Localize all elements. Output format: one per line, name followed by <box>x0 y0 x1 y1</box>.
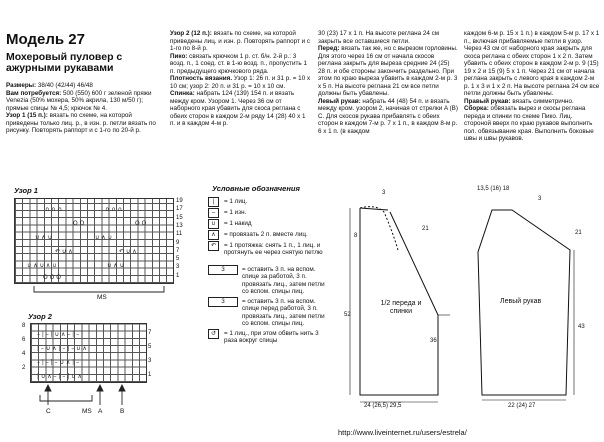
back-value: набрать 124 (139) 154 п. и вязать между кром. Узором 1. Через 36 см от наборного края убавить для скоса реглана с обеих сторон в каждом 2-м ряду 14 (28) 40 х 1 п. и в каждом 4-м р. <box>170 90 306 127</box>
cable-back-icon: 3 <box>208 265 238 275</box>
chart2-symbol: | ∪ ∧ – | – | ∪ ∧ <box>37 373 82 380</box>
legend-item <box>206 229 326 240</box>
sizes-value: 38/40 (42/44) 46/48 <box>36 82 93 89</box>
legend-text: = 1 накид <box>224 220 252 227</box>
chart2-symbol: | – ∪ ∧ | – | – ∪ ∧ <box>37 345 87 352</box>
row-number: 9 <box>176 239 180 246</box>
back-continued: 30 (23) 17 х 1 п. На высоте реглана 24 см закрыть все оставшиеся петли. <box>318 30 440 45</box>
page-subtitle: Мохеровый пуловер с ажурными рукавами <box>6 51 123 74</box>
front-label: Перед: <box>318 45 340 52</box>
wrapped-stitch-icon: ↺ <box>208 329 219 339</box>
pattern2-label: Узор 2 (12 п.): <box>170 30 212 37</box>
legend-text: = оставить 3 п. на вспом. спице перед работой, 3 п. провязать лиц., затем петли со вспом. спицы лиц. <box>242 298 325 328</box>
row-number: 15 <box>176 214 183 221</box>
chart1-repeat-bracket <box>14 284 174 304</box>
sleeve-caption: Левый рукав <box>500 298 542 305</box>
chart1-symbol: ∩ ∩ ∩ <box>105 206 122 213</box>
back-label: Спинка: <box>170 90 195 97</box>
body-caption: 1/2 переда и спинки <box>380 300 422 315</box>
density-value: Узор 1: 26 п. и 31 р. = 10 х 10 см; узор 2: 20 п. и 31 р. = 10 х 10 см. <box>170 75 311 90</box>
body-dim-bottom: 24 (26,5) 29,5 <box>364 403 402 409</box>
chart2-label: Узор 2 <box>28 312 52 321</box>
arrow-a-head <box>97 385 103 391</box>
pass-over-icon: ↶ <box>208 241 219 251</box>
purl-stitch-icon: – <box>208 208 219 218</box>
legend-text: = 1 лиц., при этом обвить нить 3 раза вокруг спицы <box>224 330 319 345</box>
chart1-ms-label: MS <box>97 294 107 301</box>
row-number: 5 <box>148 344 152 350</box>
right-sleeve-value: вязать симметрично. <box>510 97 574 105</box>
row-number: 6 <box>22 337 26 343</box>
body-dim-side: 36 <box>430 338 437 344</box>
legend-text: = 1 протяжка: снять 1 п., 1 лиц. и протянуть ее через снятую петлю <box>224 242 323 257</box>
legend-item <box>206 218 326 229</box>
knit-stitch-icon: | <box>208 197 219 207</box>
arrow-label-a: A <box>98 408 103 415</box>
chart1-symbol: ↶ ∪ ∧ <box>55 248 73 255</box>
materials-label: Вам потребуется: <box>6 89 62 97</box>
chart1-symbol: ∩ ∩ ∩ <box>45 206 62 213</box>
row-number: 1 <box>176 272 180 279</box>
body-dim-top: 3 <box>382 190 386 196</box>
legend-item <box>206 264 326 296</box>
chart1-symbol: O O <box>73 220 85 227</box>
legend-title: Условные обозначения <box>212 184 300 193</box>
row-number: 1 <box>148 372 152 378</box>
sleeve-continued: каждом 6-м р. 15 х 1 п.) в каждом 5-м р. 17 х 1 п., включая прибавляемые петли в узор. Через 43 см от наборного края закрыть для скоса реглана с обеих сторон 1 х 2 п. Затем убавить с обеих сторон в каждом 2-м р. 9 (15) 19 х 2 и 15 (9) 5 х 1 п. Через 21 см от начала реглана закрыть с левого края в каждом 2-м р. 1 х 3 и 1 х 2 п. На высоте реглана 24 см все петли должны быть убавлены. <box>464 30 600 97</box>
neckline-front <box>360 207 398 250</box>
neckline-back <box>360 208 388 210</box>
legend-item <box>206 240 326 264</box>
pattern1-label: Узор 1 (15 п.): <box>6 112 48 119</box>
row-number: 13 <box>176 222 183 229</box>
chart1-label: Узор 1 <box>14 186 38 195</box>
source-url[interactable]: http://www.liveinternet.ru/users/estrela/ <box>338 428 467 437</box>
row-number: 19 <box>176 198 183 204</box>
arrow-label-c: C <box>46 408 51 415</box>
chart2-symbol: – | – | ∪ ∧ – | – | <box>37 331 84 338</box>
chart1-symbol: ∪ ∧ ∪ ∧ ∪ <box>27 262 57 269</box>
arrow-c-head <box>45 385 51 391</box>
body-dim-height: 52 <box>344 312 351 318</box>
row-number: 5 <box>176 256 180 263</box>
sleeve-dim-top: 13,5 (16) 18 <box>477 186 510 192</box>
text-column-3 <box>318 30 458 135</box>
body-dim-shoulder: 21 <box>422 226 429 232</box>
row-number: 17 <box>176 206 183 213</box>
legend-item <box>206 328 326 346</box>
right-sleeve-label: Правый рукав: <box>464 97 511 105</box>
legend-item <box>206 296 326 328</box>
picot-value: связать крючком 1 р. ст. б/н. 2-й р.: 3 возд. п., 1 соед. ст. в 1-ю возд. п., пропустить 1 п. предыдущего крючкового ряда. <box>170 52 307 75</box>
yarn-over-icon: ∪ <box>208 219 219 229</box>
body-dim-neck: 8 <box>354 233 358 239</box>
sizes-label: Размеры: <box>6 82 37 89</box>
legend-text: = оставить 3 п. на вспом. спице за работой, 3 п. провязать лиц., затем петли со вспом. спицы лиц. <box>242 266 325 296</box>
density-label: Плотность вязания. <box>170 75 233 82</box>
legend-text: = 1 изн. <box>224 209 247 216</box>
pattern2-value: вязать по схеме, на которой приведены лиц. и изн. р. Повторять раппорт и с 1-го по 8-й р. <box>170 30 310 52</box>
chart1-grid <box>14 198 174 284</box>
chart2-symbol: – | – | – ∪ ∧ | – <box>37 359 80 366</box>
chart1-symbol: ∪ ∧ ∪ <box>95 234 112 241</box>
legend-text: = 1 лиц. <box>224 198 248 205</box>
sleeve-dim-top-small: 3 <box>538 196 542 202</box>
arrow-b-head <box>119 385 125 391</box>
legend-text: = провязать 2 п. вместе лиц. <box>224 231 308 238</box>
chart2-symbols <box>31 324 146 382</box>
row-number: 8 <box>22 323 26 329</box>
row-number: 11 <box>176 231 183 238</box>
row-number: 3 <box>148 358 152 364</box>
front-value: вязать так же, но с вырезом горловины. Для этого через 16 см от начала скосов реглана закрыть для выреза средние 24 (25) 28 п. и обе стороны закончить раздельно. При этом по краю выреза убавить в каждом 2-м р. 3 х 5 п. На высоте реглана 21 см все петли должны быть убавлены. <box>318 45 458 97</box>
arrow-label-b: B <box>120 408 125 415</box>
sleeve-dim-cuff: 22 (24) 27 <box>508 403 536 409</box>
row-number: 4 <box>22 351 26 357</box>
k2tog-icon: ∧ <box>208 230 219 240</box>
text-column-4 <box>464 30 600 143</box>
assembly-label: Сборка: <box>464 105 489 112</box>
legend <box>206 196 326 346</box>
row-number: 3 <box>176 264 180 271</box>
sleeve-schematic <box>462 190 602 420</box>
sleeve-value: набрать 44 (48) 54 п. и вязать между кром. узором 2, начиная от стрелки A (B) C. Для скосов рукава прибавлять с обеих сторон в каждом 7-м р. 7 х 1 п., в каждом 8-м р. 6 х 1 п. (в каждом <box>318 97 458 135</box>
assembly-value: обвязать вырез и скосы реглана переда и спинки по схеме Пико. Лиц. стороной вверх по краю рукавов выполнить пол. обвязывание края. Выполнить боковые швы и швы рукавов. <box>464 105 594 142</box>
picot-label: Пико: <box>170 52 188 60</box>
sleeve-dim-raglan: 21 <box>575 230 582 236</box>
arrow-label-ms: MS <box>82 408 92 415</box>
legend-item <box>206 207 326 218</box>
text-column-1 <box>6 82 158 135</box>
chart1-symbol: ↶ ∪ ∧ <box>119 248 137 255</box>
pattern1-value: вязать по схеме, на которой приведены только лиц. р., в изн. р. петли вязать по рисунку. Повторять раппорт и с 1-го по 20-й р. <box>6 112 156 134</box>
legend-item <box>206 196 326 207</box>
chart1-symbols <box>15 199 173 283</box>
chart1-symbol: ∪ ∧ ∪ <box>35 234 52 241</box>
text-column-2 <box>170 30 312 128</box>
row-number: 7 <box>176 247 180 254</box>
row-number: 7 <box>148 330 152 336</box>
page-title: Модель 27 <box>6 31 85 48</box>
cable-front-icon: 3 <box>208 297 238 307</box>
chart1-symbol: O O <box>135 220 147 227</box>
row-number: 2 <box>22 365 26 371</box>
sleeve-dim-length: 43 <box>578 324 585 330</box>
chart1-symbol: O O O <box>43 274 61 281</box>
materials-value: 500 (550) 600 г зеленой пряжи Venezia (50% мохера, 50% акрила, 130 м/50 г); прямые спицы № 4,5; крючок № 4. <box>6 89 152 112</box>
sleeve-label: Левый рукав: <box>318 97 361 105</box>
chart1-symbol: ∪ ∧ ∪ <box>107 262 124 269</box>
chart2-grid <box>30 323 147 383</box>
